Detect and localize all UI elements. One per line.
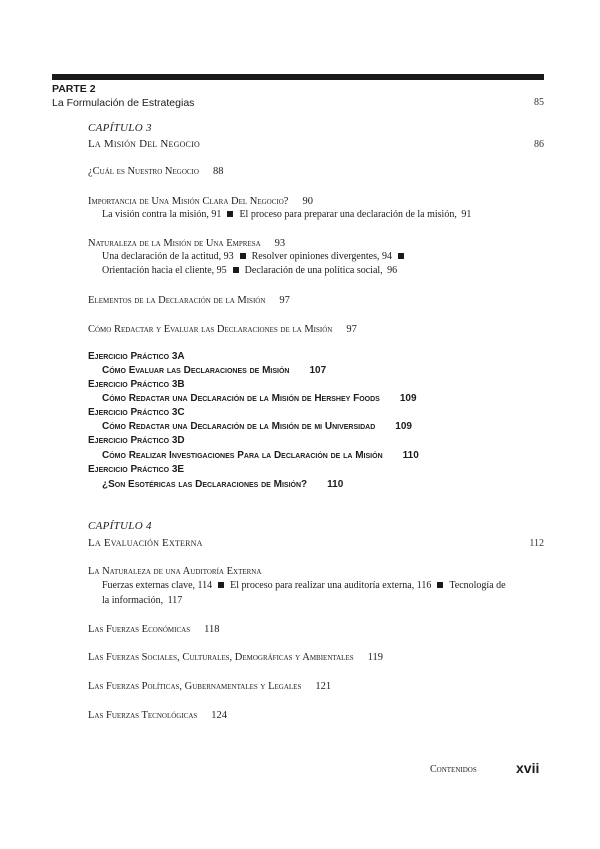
exercise-title: Cómo Redactar una Declaración de la Misión de Hershey Foods 109 bbox=[102, 393, 417, 404]
part-page: 85 bbox=[534, 97, 544, 108]
exercise-label: Ejercicio Práctico 3D bbox=[88, 435, 185, 446]
chapter-3-page: 86 bbox=[534, 139, 544, 150]
exercise-label: Ejercicio Práctico 3C bbox=[88, 407, 185, 418]
chapter-4-page: 112 bbox=[529, 538, 544, 549]
toc-section: Las Fuerzas Sociales, Culturales, Demográficas y Ambientales 119 bbox=[88, 652, 383, 663]
toc-section: Las Fuerzas Económicas 118 bbox=[88, 624, 220, 635]
toc-section: Elementos de la Declaración de la Misión 97 bbox=[88, 295, 290, 306]
exercise-label: Ejercicio Práctico 3A bbox=[88, 351, 185, 362]
footer-page-number: xvii bbox=[516, 760, 540, 776]
toc-section: Cómo Redactar y Evaluar las Declaraciones de la Misión 97 bbox=[88, 324, 357, 335]
exercise-label: Ejercicio Práctico 3E bbox=[88, 464, 185, 475]
exercise-title: Cómo Redactar una Declaración de la Misión de mi Universidad 109 bbox=[102, 421, 412, 432]
toc-subsection-line: Una declaración de la actitud, 93 Resolver opiniones divergentes, 94 bbox=[102, 251, 410, 262]
toc-section: ¿Cuál es Nuestro Negocio 88 bbox=[88, 166, 224, 177]
square-bullet-icon bbox=[437, 582, 443, 588]
footer-label: Contenidos bbox=[430, 764, 477, 775]
header-rule bbox=[52, 74, 544, 80]
square-bullet-icon bbox=[240, 253, 246, 259]
exercise-label: Ejercicio Práctico 3B bbox=[88, 379, 185, 390]
square-bullet-icon bbox=[398, 253, 404, 259]
chapter-3-label: CAPÍTULO 3 bbox=[88, 122, 152, 134]
toc-section: La Naturaleza de una Auditoría Externa bbox=[88, 566, 262, 577]
square-bullet-icon bbox=[233, 267, 239, 273]
toc-section: Importancia de Una Misión Clara Del Negocio? 90 bbox=[88, 196, 313, 207]
chapter-4-label: CAPÍTULO 4 bbox=[88, 520, 152, 532]
square-bullet-icon bbox=[218, 582, 224, 588]
exercise-title: Cómo Evaluar las Declaraciones de Misión 107 bbox=[102, 365, 327, 376]
exercise-title: Cómo Realizar Investigaciones Para la Declaración de la Misión 110 bbox=[102, 450, 419, 461]
toc-section: Naturaleza de la Misión de Una Empresa 93 bbox=[88, 238, 286, 249]
toc-section: Las Fuerzas Tecnológicas 124 bbox=[88, 710, 228, 721]
chapter-4-title: La Evaluación Externa bbox=[88, 537, 203, 549]
chapter-3-title: La Misión Del Negocio bbox=[88, 138, 200, 150]
toc-subsection-line: Orientación hacia el cliente, 95 Declaración de una política social, 96 bbox=[102, 265, 398, 276]
toc-section: Las Fuerzas Políticas, Gubernamentales y Legales 121 bbox=[88, 681, 332, 692]
exercise-title: ¿Son Esotéricas las Declaraciones de Misión? 110 bbox=[102, 479, 344, 490]
toc-subsection-line: Fuerzas externas clave, 114 El proceso para realizar una auditoría externa, 116 Tecnología de bbox=[102, 580, 506, 591]
part-label: PARTE 2 bbox=[52, 83, 96, 95]
square-bullet-icon bbox=[227, 211, 233, 217]
part-title: La Formulación de Estrategias bbox=[52, 97, 195, 109]
toc-subsection-line: La visión contra la misión, 91 El proceso para preparar una declaración de la misión, 91 bbox=[102, 209, 472, 220]
toc-subsection-line: la información, 117 bbox=[102, 595, 183, 606]
